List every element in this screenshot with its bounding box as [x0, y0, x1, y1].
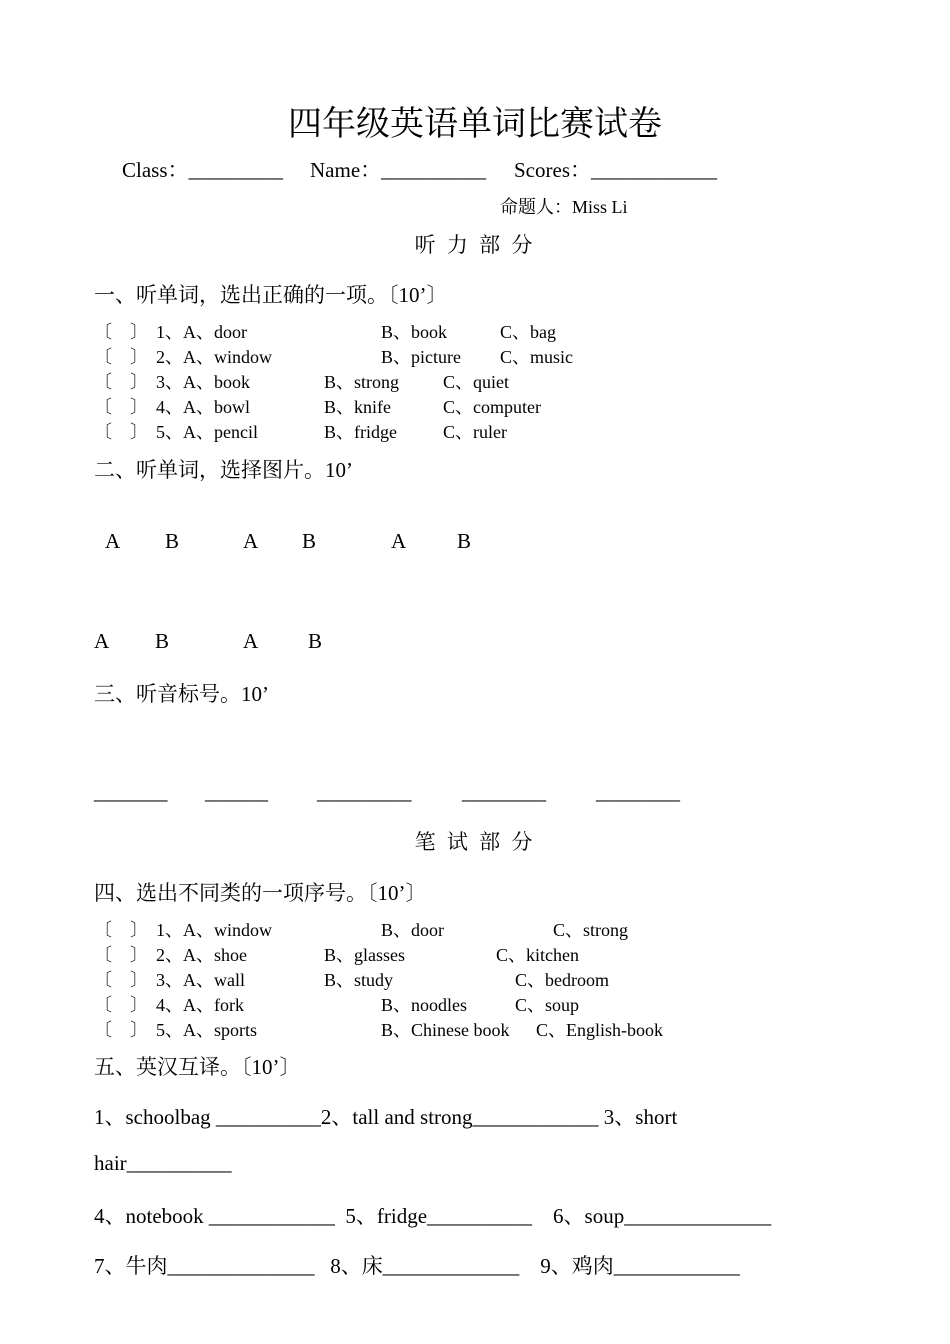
- q3-answer-blank: _______: [94, 780, 168, 804]
- q5-translation-line: 4、notebook ____________ 5、fridge__________ 6、soup______________: [94, 1204, 772, 1228]
- q2-row1-label: B: [302, 529, 317, 553]
- q4-item-2-option-a: 2、A、shoe: [156, 945, 247, 965]
- q1-item-2-option-b: B、picture: [381, 347, 461, 367]
- q2-row1-label: B: [457, 529, 472, 553]
- q2-row1-label: A: [391, 529, 407, 553]
- listening-section-title: 听 力 部 分: [414, 233, 536, 257]
- q4-item-4-option-b: B、noodles: [381, 995, 468, 1015]
- q1-item-5-option-c: C、ruler: [443, 422, 507, 442]
- scores-field: Scores：____________: [514, 158, 717, 182]
- q2-row1-label: B: [165, 529, 180, 553]
- q4-item-3-paren: 〔 〕: [94, 970, 148, 990]
- q1-item-2-option-c: C、music: [500, 347, 574, 367]
- q4-item-3-option-c: C、bedroom: [515, 970, 609, 990]
- q4-item-4-option-a: 4、A、fork: [156, 995, 244, 1015]
- q1-item-1-option-a: 1、A、door: [156, 322, 247, 342]
- name-field: Name：__________: [310, 158, 487, 182]
- written-section-title: 笔 试 部 分: [414, 830, 536, 854]
- q1-item-1-option-c: C、bag: [500, 322, 556, 342]
- q5-translation-line: hair__________: [94, 1151, 232, 1175]
- q1-item-3-option-c: C、quiet: [443, 372, 509, 392]
- q2-row2-label: B: [308, 629, 323, 653]
- q5-translation-line: 1、schoolbag __________2、tall and strong____________ 3、short: [94, 1105, 678, 1129]
- q4-item-3-option-a: 3、A、wall: [156, 970, 245, 990]
- q4-item-5-option-c: C、English-book: [536, 1020, 664, 1040]
- q4-item-4-option-c: C、soup: [515, 995, 580, 1015]
- q2-heading: 二、听单词，选择图片。10’: [94, 458, 353, 482]
- q1-item-1-paren: 〔 〕: [94, 322, 148, 342]
- q1-item-4-option-a: 4、A、bowl: [156, 397, 250, 417]
- q1-item-4-option-c: C、computer: [443, 397, 541, 417]
- q2-row2-label: B: [155, 629, 170, 653]
- q1-item-3-option-b: B、strong: [324, 372, 400, 392]
- q1-item-5-paren: 〔 〕: [94, 422, 148, 442]
- q5-heading: 五、英汉互译。〔10’〕: [94, 1055, 301, 1079]
- q1-item-2-paren: 〔 〕: [94, 347, 148, 367]
- q4-item-3-option-b: B、study: [324, 970, 394, 990]
- q2-row2-label: A: [243, 629, 259, 653]
- q1-heading: 一、听单词，选出正确的一项。〔10’〕: [94, 283, 448, 307]
- q3-answer-blank: ______: [205, 780, 268, 804]
- q2-row1-label: A: [105, 529, 121, 553]
- class-field: Class：_________: [122, 158, 284, 182]
- q4-item-2-paren: 〔 〕: [94, 945, 148, 965]
- q3-heading: 三、听音标号。10’: [94, 682, 269, 706]
- q4-heading: 四、选出不同类的一项序号。〔10’〕: [94, 881, 427, 905]
- q4-item-1-option-c: C、strong: [553, 920, 629, 940]
- q4-item-4-paren: 〔 〕: [94, 995, 148, 1015]
- page-title: 四年级英语单词比赛试卷: [288, 106, 662, 143]
- q4-item-1-option-b: B、door: [381, 920, 444, 940]
- q4-item-5-option-a: 5、A、sports: [156, 1020, 258, 1040]
- q1-item-5-option-a: 5、A、pencil: [156, 422, 258, 442]
- q1-item-1-option-b: B、book: [381, 322, 448, 342]
- q4-item-1-option-a: 1、A、window: [156, 920, 272, 940]
- q1-item-3-paren: 〔 〕: [94, 372, 148, 392]
- q5-translation-line: 7、牛肉______________ 8、床_____________ 9、鸡肉____________: [94, 1254, 740, 1278]
- q3-answer-blank: ________: [462, 780, 546, 804]
- author-line: 命题人：Miss Li: [500, 197, 628, 217]
- q4-item-5-paren: 〔 〕: [94, 1020, 148, 1040]
- q1-item-4-option-b: B、knife: [324, 397, 391, 417]
- q2-row1-label: A: [243, 529, 259, 553]
- q4-item-2-option-c: C、kitchen: [496, 945, 579, 965]
- q3-answer-blank: ________: [596, 780, 680, 804]
- q1-item-2-option-a: 2、A、window: [156, 347, 272, 367]
- q1-item-3-option-a: 3、A、book: [156, 372, 250, 392]
- q2-row2-label: A: [94, 629, 110, 653]
- q4-item-1-paren: 〔 〕: [94, 920, 148, 940]
- q4-item-2-option-b: B、glasses: [324, 945, 405, 965]
- q1-item-5-option-b: B、fridge: [324, 422, 397, 442]
- q4-item-5-option-b: B、Chinese book: [381, 1020, 510, 1040]
- q3-answer-blank: _________: [317, 780, 412, 804]
- q1-item-4-paren: 〔 〕: [94, 397, 148, 417]
